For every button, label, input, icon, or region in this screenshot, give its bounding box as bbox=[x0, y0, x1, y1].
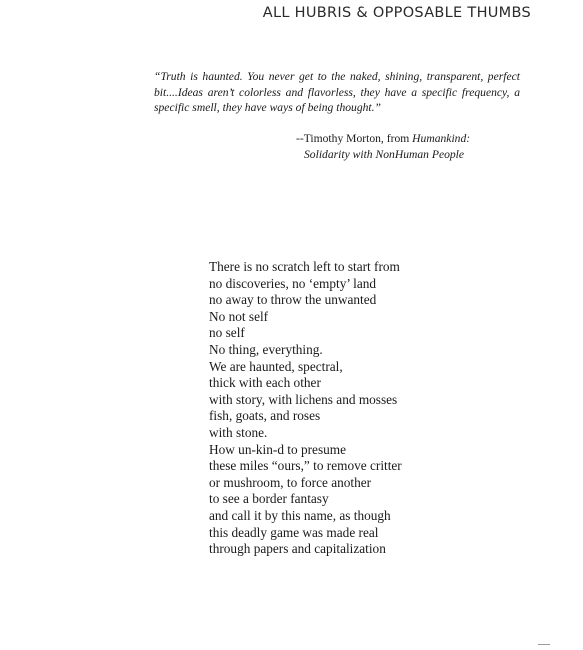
poem-line: with story, with lichens and mosses bbox=[209, 391, 398, 407]
attribution-author: --Timothy Morton, from bbox=[296, 132, 413, 145]
poem-line: or mushroom, to force another bbox=[209, 474, 372, 490]
attribution-book-title-part-1: Humankind: bbox=[412, 132, 471, 145]
poem-line: no away to throw the unwanted bbox=[209, 292, 377, 308]
poem-line: and call it by this name, as though bbox=[209, 507, 391, 523]
attribution-book-title-part-2: Solidarity with NonHuman People bbox=[304, 148, 465, 161]
poem-line: fish, goats, and roses bbox=[209, 408, 321, 424]
poem-line: We are haunted, spectral, bbox=[209, 358, 343, 374]
attribution-line-2 bbox=[296, 147, 470, 163]
poem-line: no discoveries, no ‘empty’ land bbox=[209, 275, 377, 291]
epigraph-attribution bbox=[296, 131, 470, 163]
poem-line: There is no scratch left to start from bbox=[209, 259, 400, 274]
poem-line: with stone. bbox=[209, 424, 268, 440]
page-corner-mark bbox=[538, 644, 550, 645]
poem-line: these miles “ours,” to remove critter bbox=[209, 458, 402, 474]
poem-line: this deadly game was made real bbox=[209, 524, 379, 540]
poem-line: no self bbox=[209, 325, 245, 341]
poem-line: How un-kin-d to presume bbox=[209, 441, 347, 457]
attribution-line-1 bbox=[296, 131, 470, 147]
running-header: ALL HUBRIS & OPPOSABLE THUMBS bbox=[262, 5, 531, 21]
poem-line: No not self bbox=[209, 308, 269, 324]
poem-body bbox=[209, 259, 402, 558]
poem-line: to see a border fantasy bbox=[209, 491, 329, 507]
poem-line: through papers and capitalization bbox=[209, 541, 386, 557]
poem-line: thick with each other bbox=[209, 375, 321, 391]
epigraph-quote: “Truth is haunted. You never get to the naked, shining, transparent, perfect bit....Ideas aren’t colorless and flavorless, they have a specific frequency, a specific smell, they have ways of being thought.” bbox=[154, 70, 520, 114]
poem-line: No thing, everything. bbox=[209, 341, 323, 357]
